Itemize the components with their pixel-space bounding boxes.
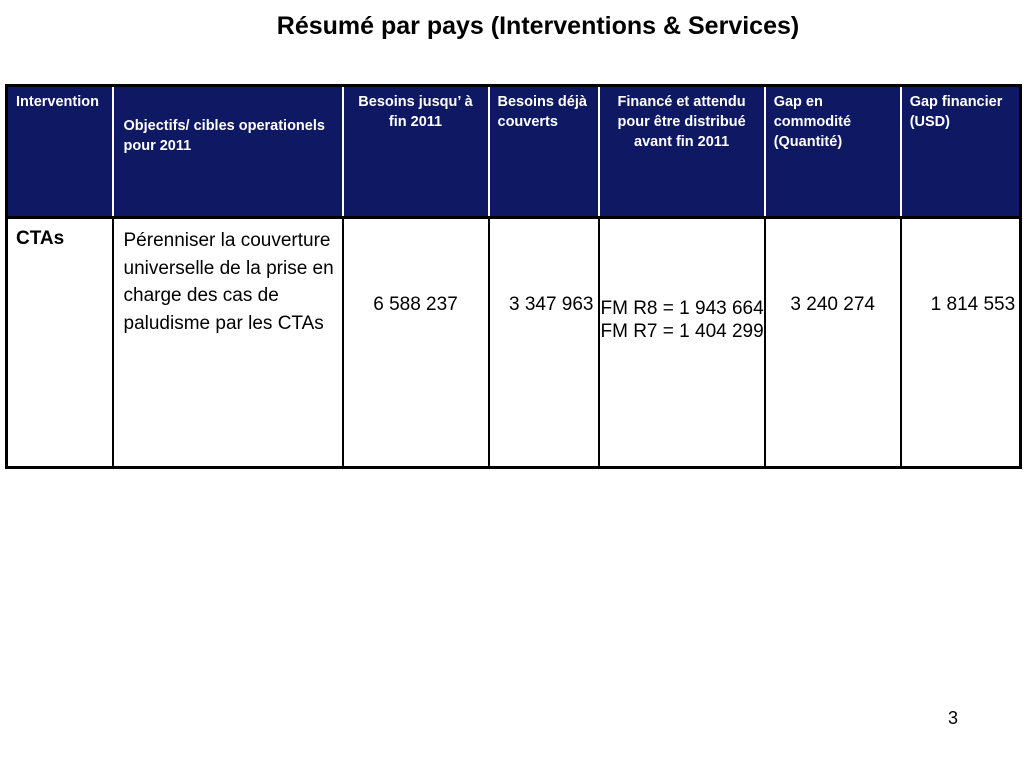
header-intervention: Intervention: [7, 86, 113, 218]
cell-intervention: CTAs: [7, 218, 113, 468]
cell-finance: [599, 218, 765, 468]
cell-objectifs: Pérenniser la couverture universelle de la prise en charge des cas de paludisme par les CTAs: [113, 218, 343, 468]
finance-line-fm-r7: FM R7 = 1 404 299: [600, 321, 764, 342]
header-besoins-couverts: Besoins déjà couverts: [489, 86, 599, 218]
table-row: [7, 218, 1021, 468]
header-objectifs: Objectifs/ cibles operationels pour 2011: [113, 86, 343, 218]
page-number: 3: [948, 708, 959, 728]
slide-title: Résumé par pays (Interventions & Services): [276, 12, 800, 40]
header-gap-financier: Gap financier (USD): [901, 86, 1021, 218]
summary-table: [5, 84, 1022, 469]
cell-besoins: 6 588 237: [343, 218, 489, 468]
finance-line-fm-r8: FM R8 = 1 943 664: [600, 298, 764, 319]
header-gap-commodite: Gap en commodité (Quantité): [765, 86, 901, 218]
table-header-row: [7, 86, 1021, 218]
header-besoins: Besoins jusqu’ à fin 2011: [343, 86, 489, 218]
header-finance: Financé et attendu pour être distribué avant fin 2011: [599, 86, 765, 218]
cell-gap-commodite: 3 240 274: [765, 218, 901, 468]
cell-gap-financier: 1 814 553: [901, 218, 1021, 468]
cell-besoins-couverts: 3 347 963: [489, 218, 599, 468]
